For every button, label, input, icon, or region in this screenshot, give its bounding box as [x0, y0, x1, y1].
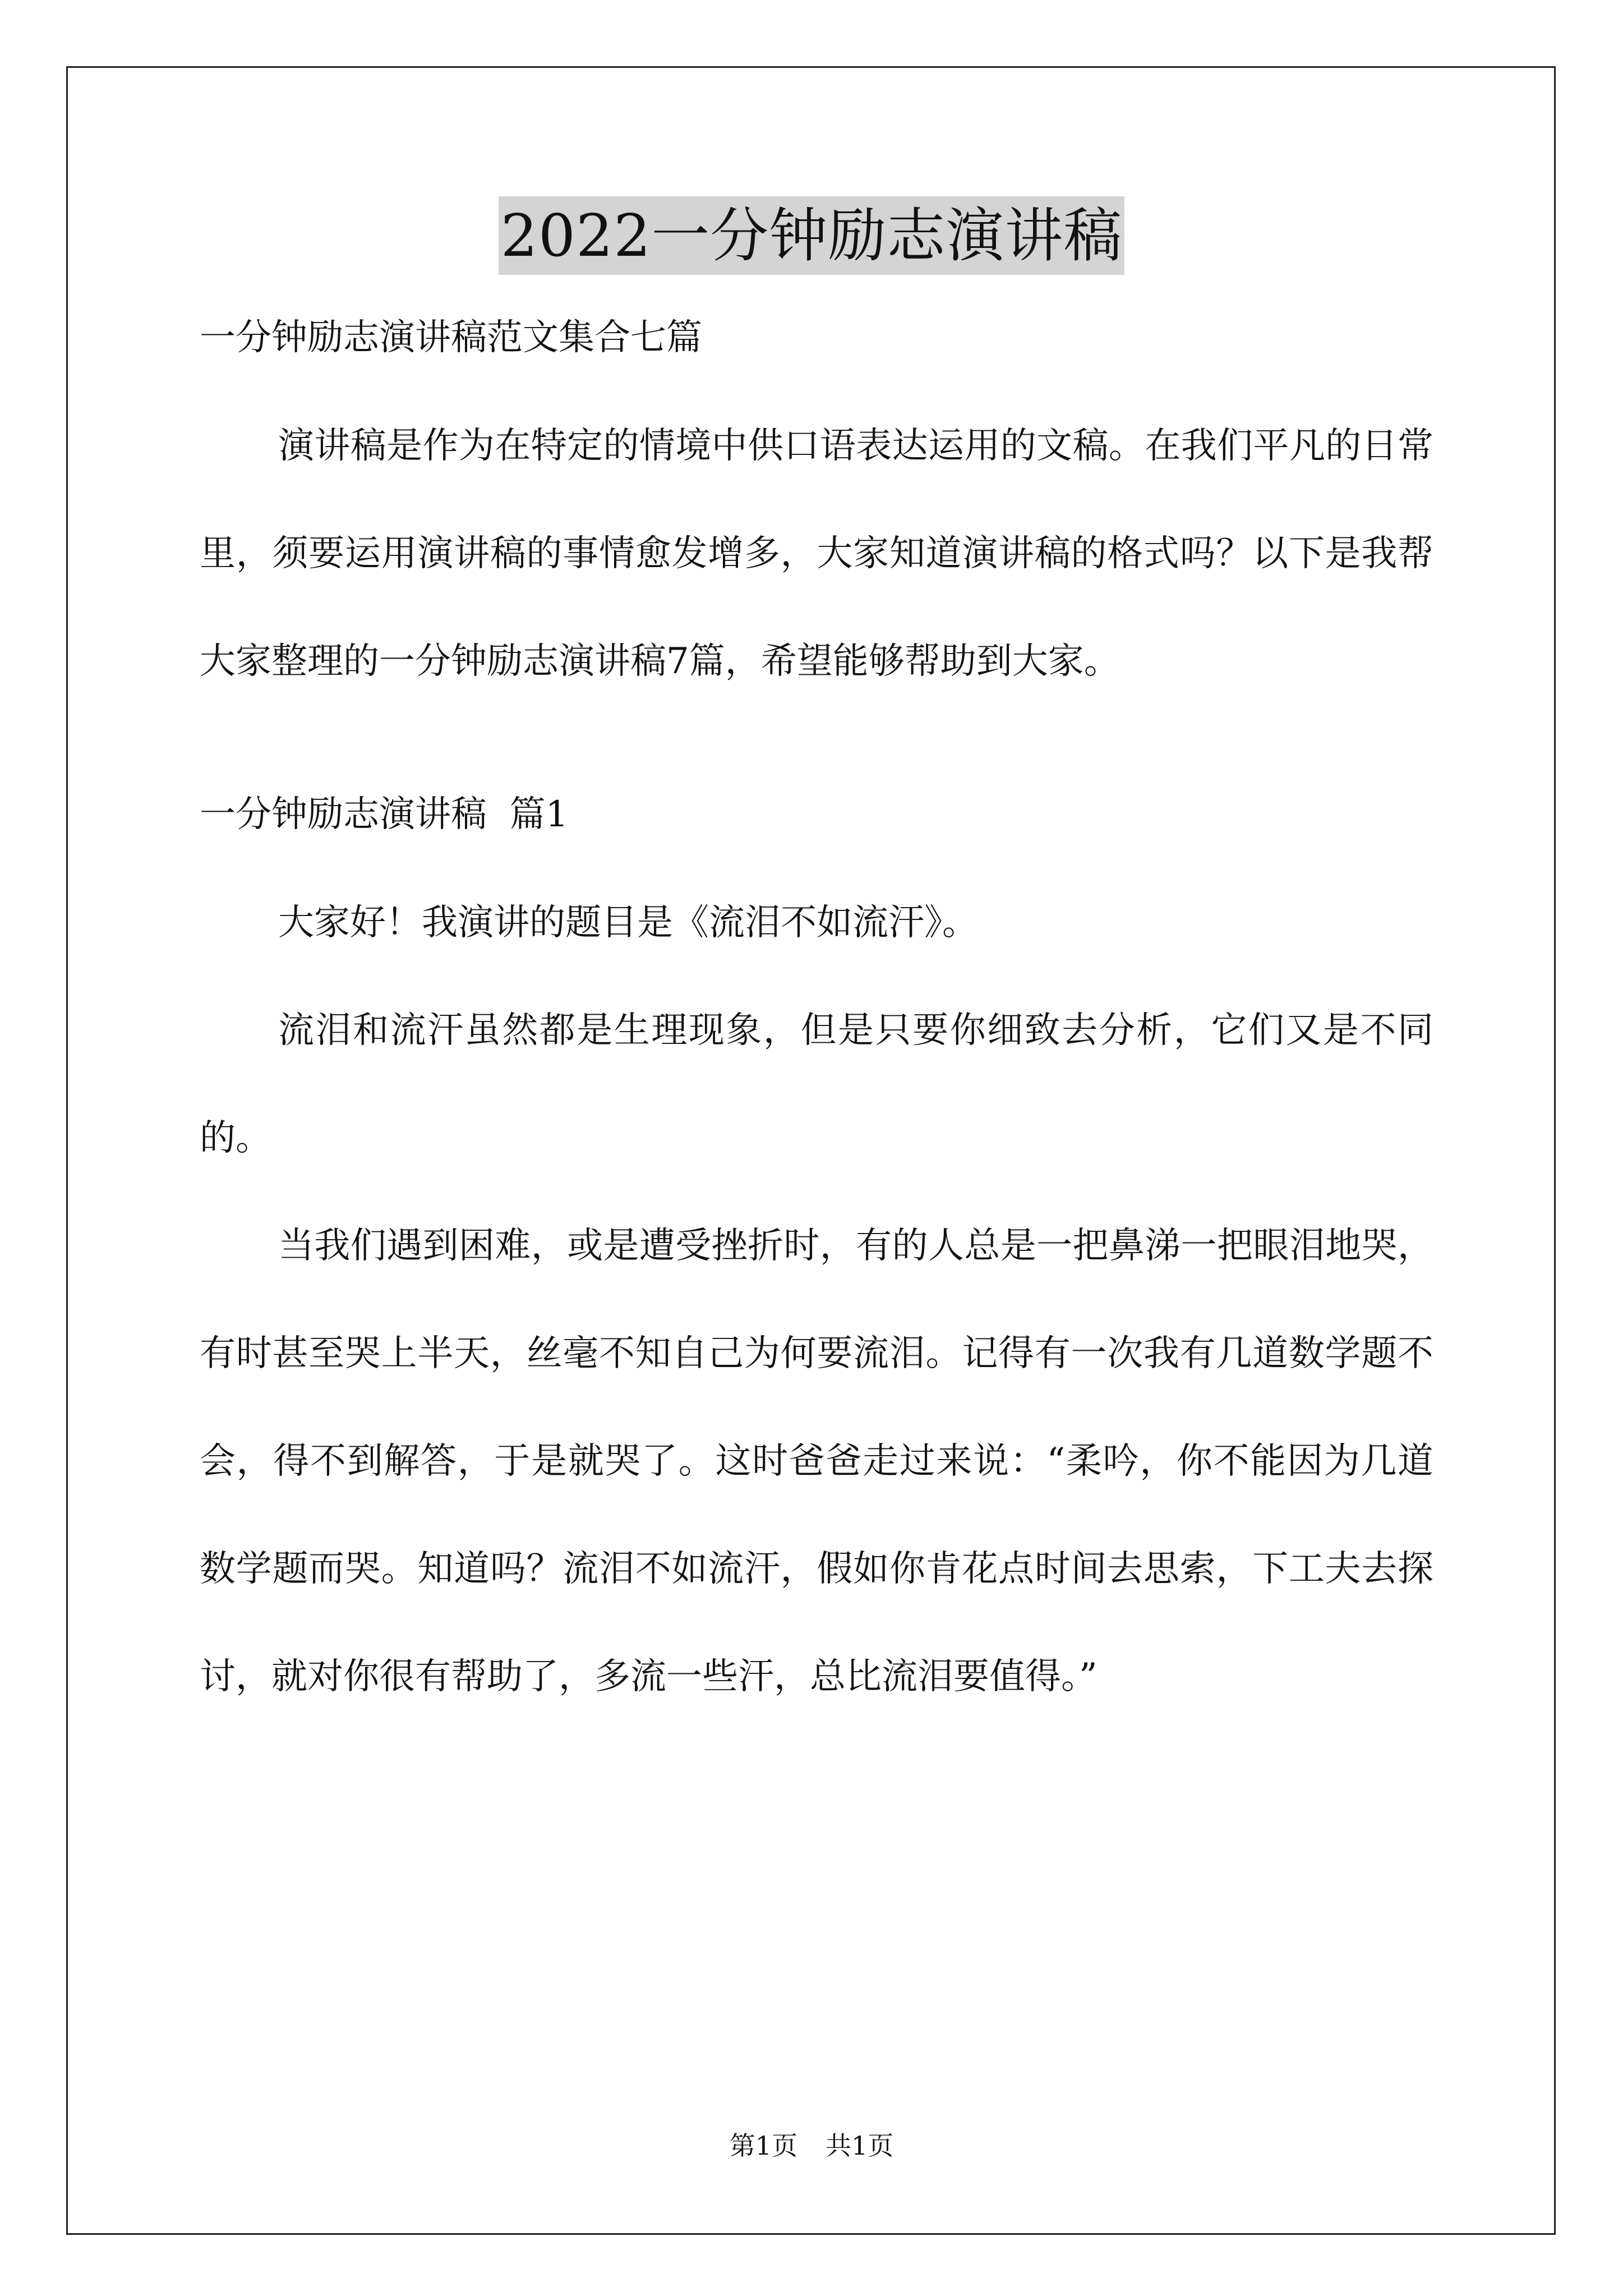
- page-total: 共1页: [826, 2131, 894, 2161]
- page-number: 第1页: [729, 2131, 797, 2161]
- intro-paragraph: 演讲稿是作为在特定的情境中供口语表达运用的文稿。在我们平凡的日常里，须要运用演讲稿的事情愈发增多，大家知道演讲稿的格式吗？以下是我帮大家整理的一分钟励志演讲稿7篇，希望能够帮助到大家。: [200, 425, 1433, 682]
- body-paragraph: 当我们遇到困难，或是遭受挫折时，有的人总是一把鼻涕一把眼泪地哭，有时甚至哭上半天，丝毫不知自己为何要流泪。记得有一次我有几道数学题不会，得不到解答，于是就哭了。这时爸爸走过来说：“柔吟，你不能因为几道数学题而哭。知道吗？流泪不如流汗，假如你肯花点时间去思索，下工夫去探讨，就对你很有帮助了，多流一些汗，总比流泪要值得。”: [200, 1225, 1433, 1697]
- page-footer: [0, 2129, 1623, 2162]
- title-container: [0, 196, 1623, 275]
- body-paragraph: 大家好！我演讲的题目是《流泪不如流汗》。: [278, 902, 978, 944]
- body-paragraph: 流泪和流汗虽然都是生理现象，但是只要你细致去分析，它们又是不同的。: [200, 1010, 1433, 1159]
- document-body: [200, 311, 1433, 1731]
- document-title: 2022一分钟励志演讲稿: [499, 196, 1125, 275]
- document-subtitle: 一分钟励志演讲稿范文集合七篇: [200, 317, 702, 358]
- section-heading: 一分钟励志演讲稿 篇1: [200, 794, 569, 835]
